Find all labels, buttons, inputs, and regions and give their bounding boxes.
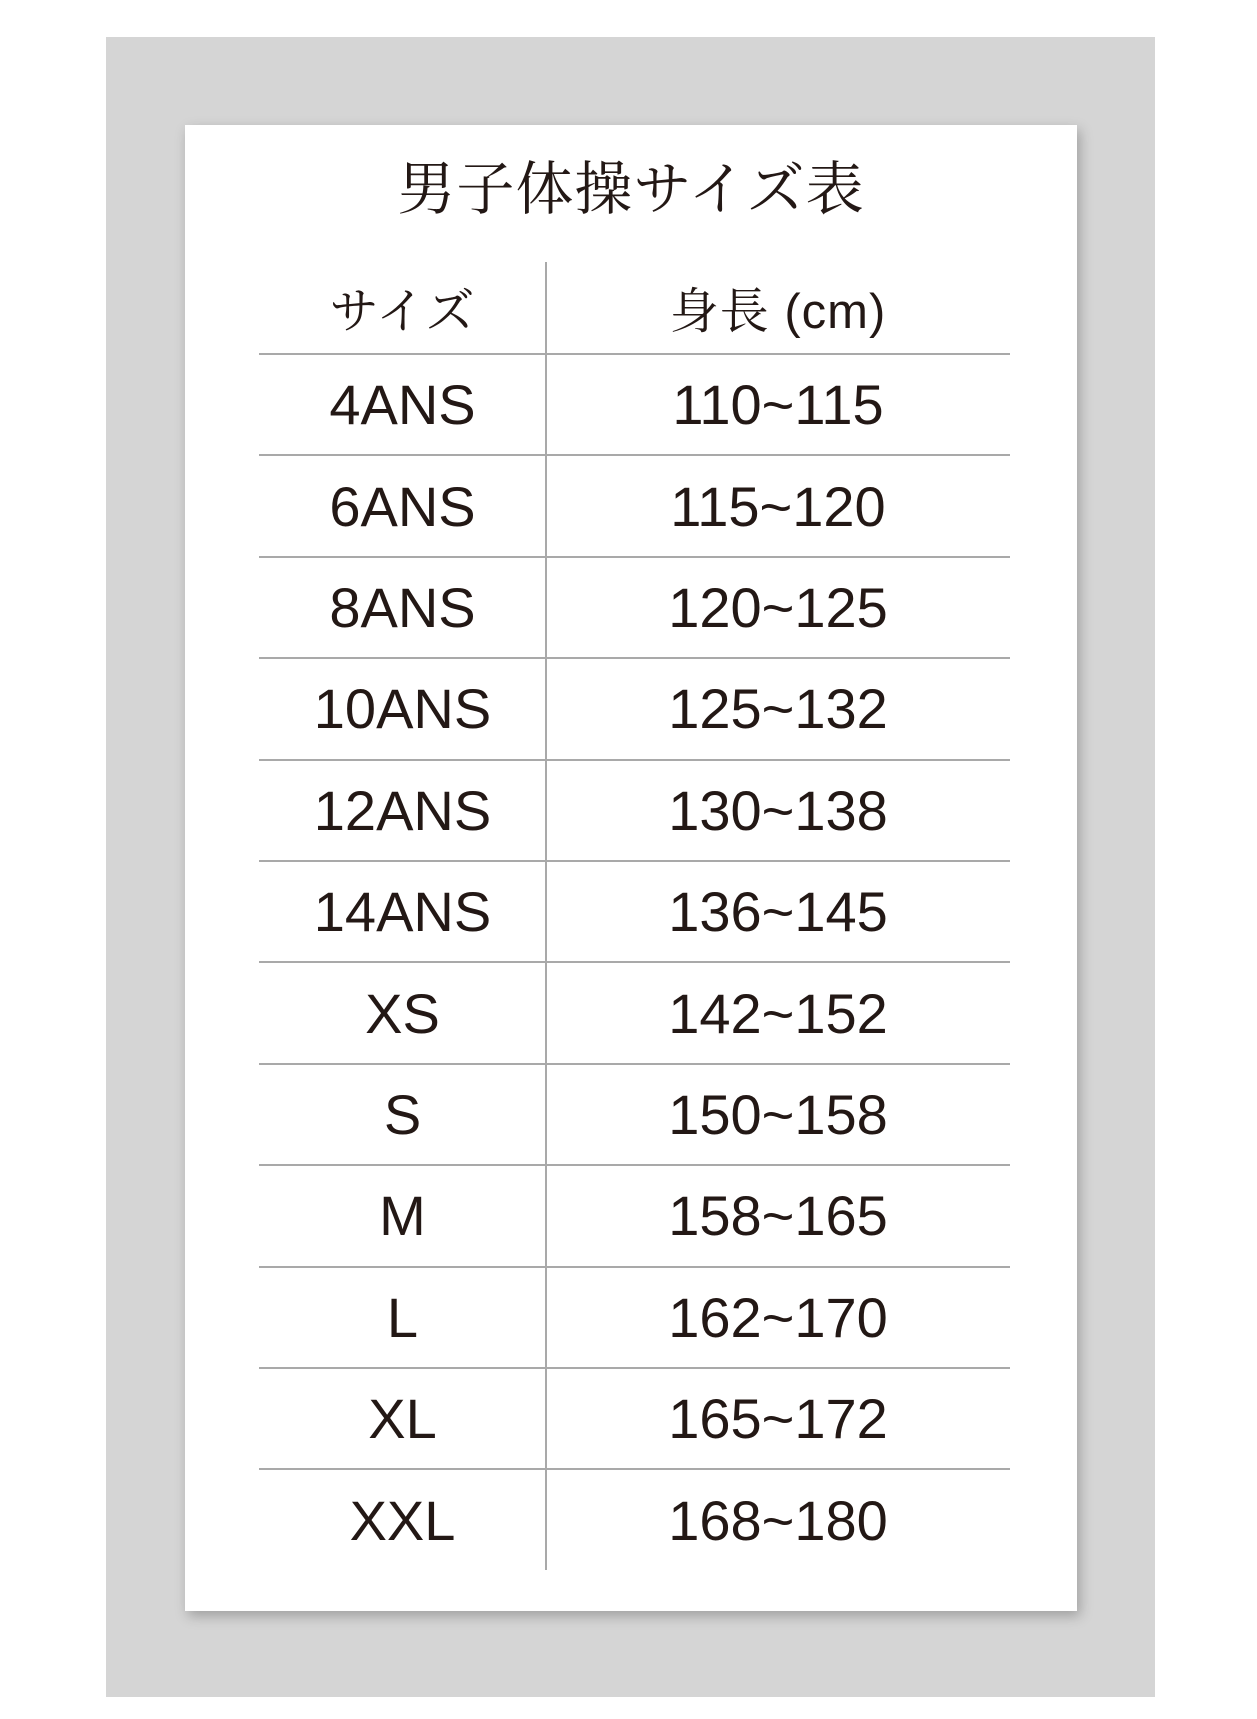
size-cell: XXL (349, 1489, 456, 1553)
height-column-header: 身長 (cm) (669, 284, 887, 339)
table-row (259, 558, 1010, 659)
size-cell: 6ANS (329, 474, 476, 538)
table-row (259, 862, 1010, 963)
size-cell: 14ANS (313, 880, 492, 944)
size-cell: 12ANS (313, 778, 492, 842)
size-column-header: サイズ (329, 284, 476, 339)
size-cell: XL (368, 1387, 437, 1451)
size-cell: 4ANS (329, 373, 476, 437)
height-cell: 115~120 (670, 474, 886, 538)
height-cell: 110~115 (672, 373, 884, 437)
table-row (259, 659, 1010, 760)
size-chart-card (185, 125, 1077, 1611)
table-row (259, 355, 1010, 456)
height-cell: 136~145 (668, 880, 888, 944)
column-divider-line (545, 262, 547, 1570)
height-cell: 120~125 (668, 575, 888, 639)
height-cell: 158~165 (668, 1184, 888, 1248)
height-cell: 142~152 (668, 981, 888, 1045)
height-cell: 150~158 (668, 1082, 888, 1146)
table-row (259, 456, 1010, 557)
size-chart-title: 男子体操サイズ表 (397, 157, 865, 222)
size-cell: 10ANS (313, 677, 492, 741)
table-row (259, 1166, 1010, 1267)
size-cell: M (379, 1184, 426, 1248)
table-row (259, 761, 1010, 862)
height-cell: 125~132 (668, 677, 888, 741)
table-row (259, 963, 1010, 1064)
table-row (259, 1470, 1010, 1571)
size-cell: L (386, 1285, 419, 1349)
height-cell: 162~170 (668, 1285, 888, 1349)
size-cell: 8ANS (329, 575, 476, 639)
table-row (259, 1369, 1010, 1470)
size-cell: S (383, 1082, 422, 1146)
height-cell: 165~172 (668, 1387, 888, 1451)
table-row (259, 1268, 1010, 1369)
height-cell: 168~180 (668, 1489, 888, 1553)
size-table (259, 262, 1010, 1572)
table-header-row (259, 262, 1010, 355)
height-cell: 130~138 (668, 778, 888, 842)
table-row (259, 1065, 1010, 1166)
gray-mat-frame (106, 37, 1155, 1697)
size-cell: XS (365, 981, 440, 1045)
